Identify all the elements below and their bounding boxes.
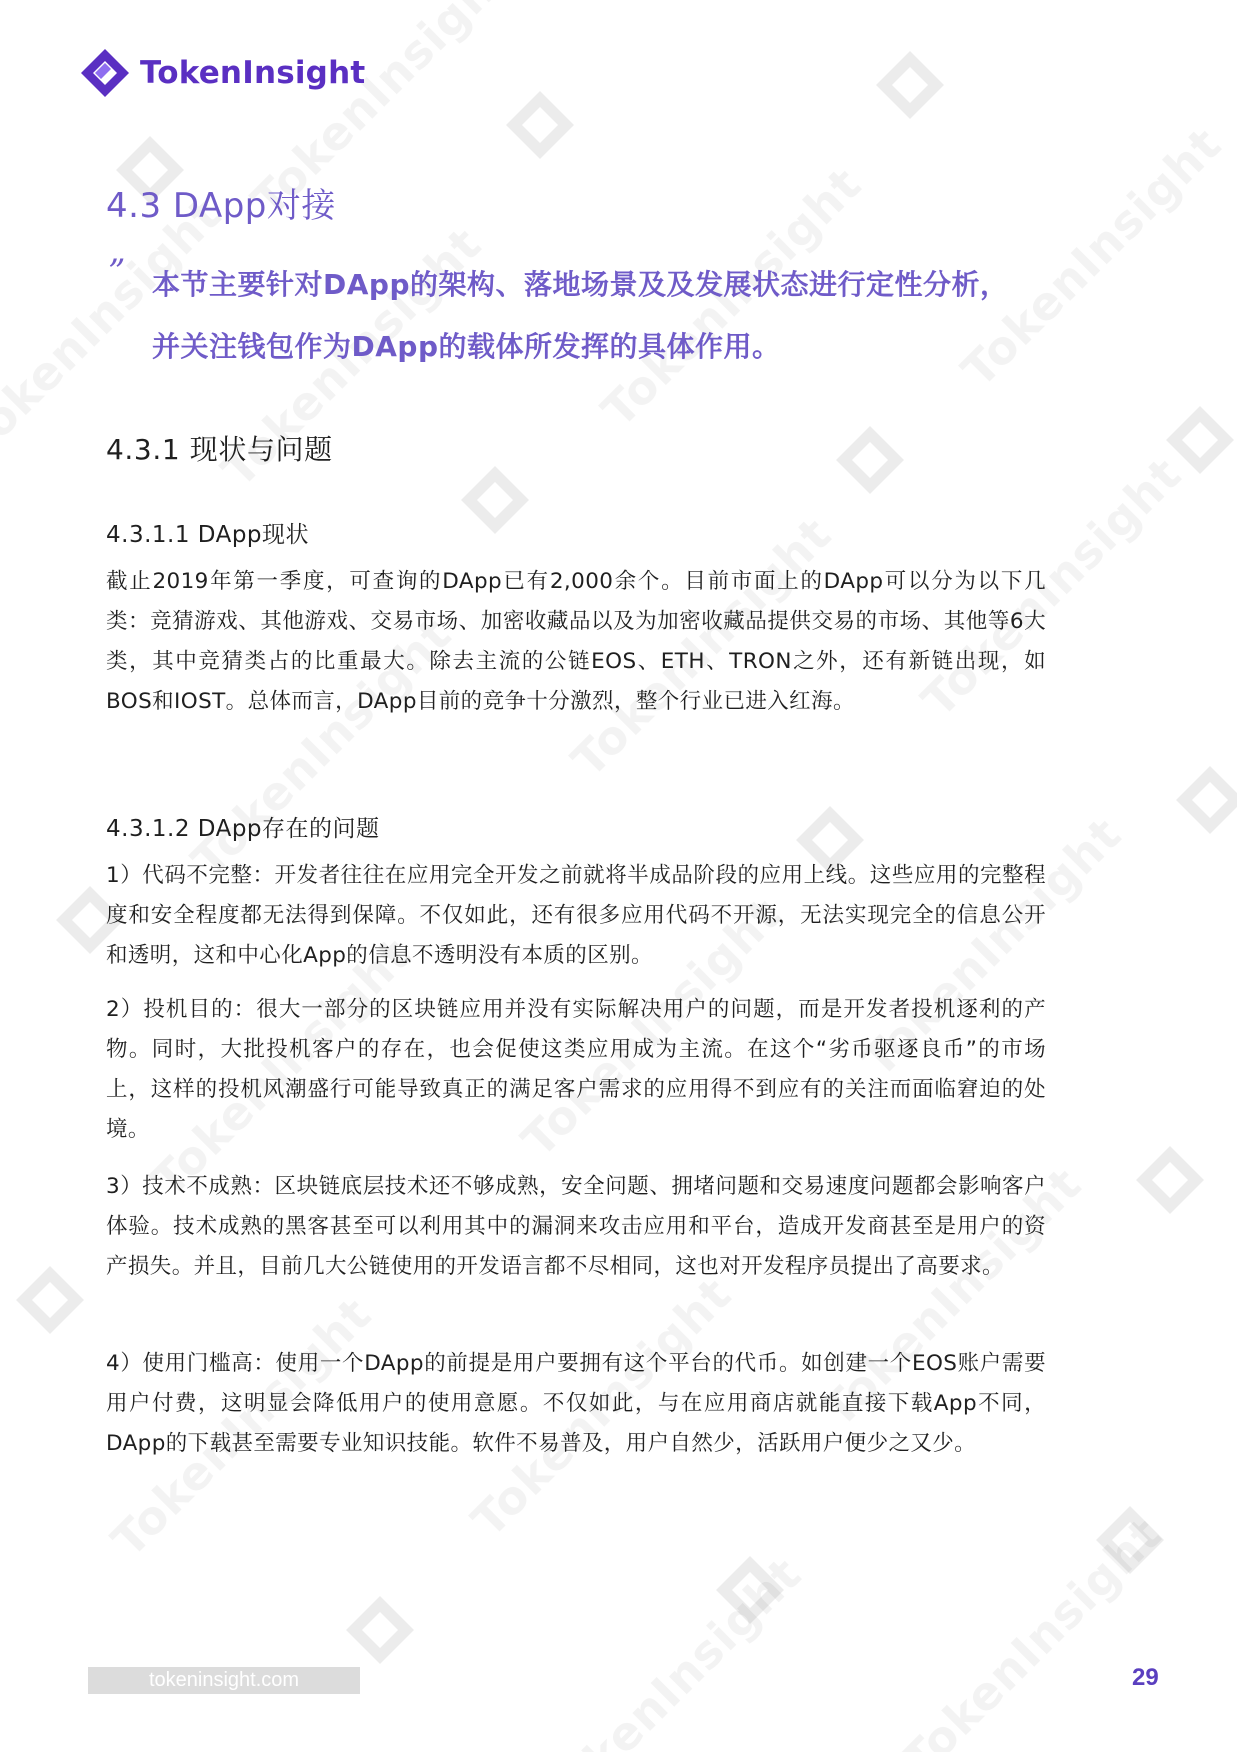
watermark-logo-icon: [500, 85, 580, 165]
subsection-title: 4.3.1 现状与问题: [106, 433, 333, 466]
watermark-logo-icon: [1090, 1500, 1170, 1580]
part1-paragraph: 截止2019年第一季度，可查询的DApp已有2,000余个。目前市面上的DApp可以分为以下几类：竞猜游戏、其他游戏、交易市场、加密收藏品以及为加密收藏品提供交易的市场、其他等6大类，其中竞猜类占的比重最大。除去主流的公链EOS、ETH、TRON之外，还有新链出现，如BOS和IOST。总体而言，DApp目前的竞争十分激烈，整个行业已进入红海。: [106, 569, 1046, 714]
problem-item-speculation: 2）投机目的：很大一部分的区块链应用并没有实际解决用户的问题，而是开发者投机逐利的产物。同时，大批投机客户的存在，也会促使这类应用成为主流。在这个“劣币驱逐良币”的市场上，这样的投机风潮盛行可能导致真正的满足客户需求的应用得不到应有的关注而面临窘迫的处境。: [106, 997, 1046, 1142]
watermark-text: [531, 1547, 812, 1752]
watermark-logo-icon: [340, 1590, 420, 1670]
watermark-logo-icon: [1160, 400, 1237, 480]
part2-heading: 4.3.1.2 DApp存在的问题: [106, 816, 380, 842]
part1-heading: 4.3.1.1 DApp现状: [106, 522, 310, 548]
footer-url-bar: [88, 1667, 360, 1694]
quote-mark: ”: [108, 252, 126, 292]
watermark-logo-icon: [710, 1550, 790, 1630]
footer-url: tokeninsight.com: [148, 1669, 300, 1691]
problem-item-threshold: 4）使用门槛高：使用一个DApp的前提是用户要拥有这个平台的代币。如创建一个EOS账户需要用户付费，这明显会降低用户的使用意愿。不仅如此，与在应用商店就能直接下载App不同，DApp的下载甚至需要专业知识技能。软件不易普及，用户自然少，活跃用户便少之又少。: [106, 1351, 1046, 1456]
brand-name: TokenInsight: [140, 55, 366, 91]
watermark-logo-icon: [1170, 760, 1237, 840]
watermark-logo-icon: [455, 460, 535, 540]
problem-item-code: 1）代码不完整：开发者往往在应用完全开发之前就将半成品阶段的应用上线。这些应用的完整程度和安全程度都无法得到保障。不仅如此，还有很多应用代码不开源，无法实现完全的信息公开和透明，这和中心化App的信息不透明没有本质的区别。: [106, 863, 1046, 968]
watermark-logo-icon: [1130, 1140, 1210, 1220]
page-number: 29: [1132, 1664, 1159, 1691]
watermark-text: [891, 1507, 1172, 1752]
section-title: 4.3 DApp对接: [106, 186, 336, 226]
problem-item-technology: 3）技术不成熟：区块链底层技术还不够成熟，安全问题、拥堵问题和交易速度问题都会影响客户体验。技术成熟的黑客甚至可以利用其中的漏洞来攻击应用和平台，造成开发商甚至是用户的资产损失。并且，目前几大公链使用的开发语言都不尽相同，这也对开发程序员提出了高要求。: [106, 1174, 1046, 1279]
tokeninsight-logo-icon: [78, 46, 132, 100]
brand-logo: [78, 46, 365, 100]
watermark-logo-icon: [830, 420, 910, 500]
watermark-logo-icon: [870, 45, 950, 125]
watermark-logo-icon: [10, 1260, 90, 1340]
section-summary-quote: 本节主要针对DApp的架构、落地场景及及发展状态进行定性分析，并关注钱包作为DApp的载体所发挥的具体作用。: [152, 268, 1009, 363]
